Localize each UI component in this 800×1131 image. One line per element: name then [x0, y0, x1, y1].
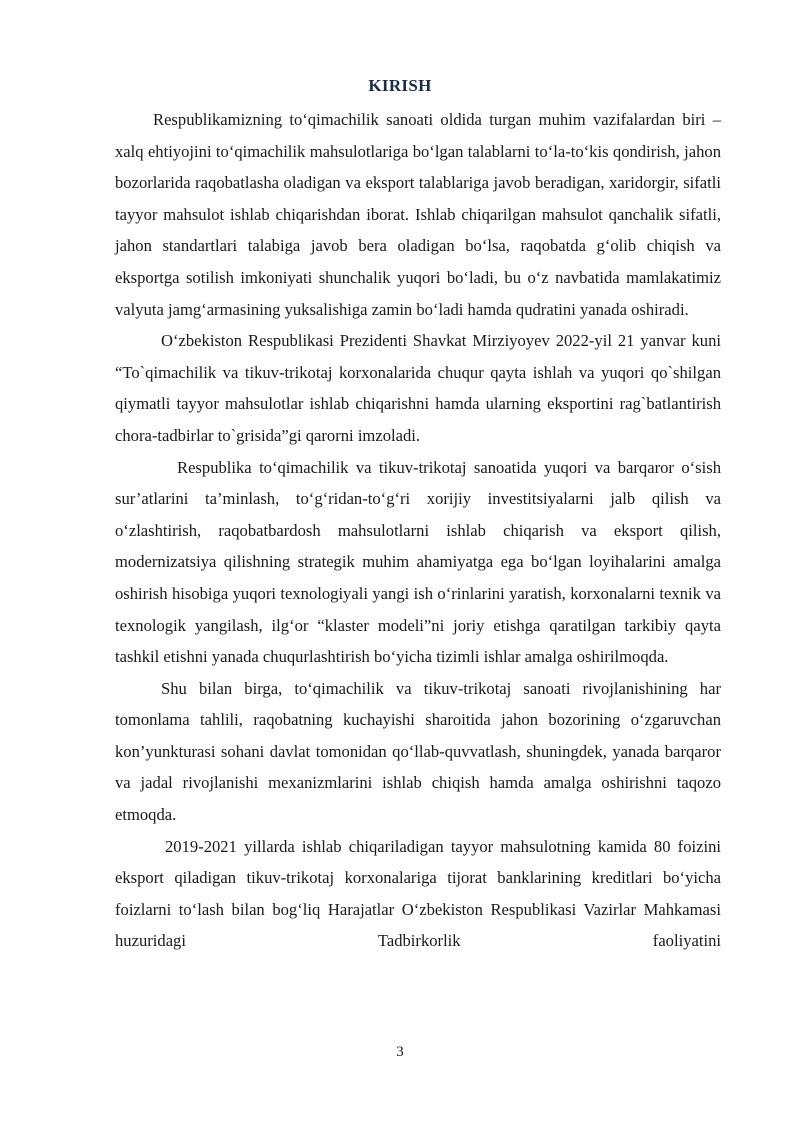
paragraph-3: Respublika to‘qimachilik va tikuv-trikotaj sanoatida yuqori va barqaror o‘sish sur’atlarini ta’minlash, to‘g‘ridan-to‘g‘ri xorijiy investitsiyalarni jalb qilish va o‘zlashtirish, raqobatbardosh mahsulotlarni ishlab chiqarish va eksport qilish, modernizatsiya qilishning strategik muhim ahamiyatga ega bo‘lgan loyihalarini amalga oshirish hisobiga yuqori texnologiyali yangi ish o‘rinlarini yaratish, korxonalarni texnik va texnologik yangilash, ilg‘or “klaster modeli”ni joriy etishga qaratilgan tarkibiy qayta tashkil etishni yanada chuqurlashtirish bo‘yicha tizimli ishlar amalga oshirilmoqda.: [115, 457, 721, 667]
page-number: 3: [396, 1044, 404, 1060]
paragraph-5: 2019-2021 yillarda ishlab chiqariladigan tayyor mahsulotning kamida 80 foizini eksport qiladigan tikuv-trikotaj korxonalariga tijorat banklarining kreditlari bo‘yicha foizlarni to‘lash bilan bog‘liq Harajatlar O‘zbekiston Respublikasi Vazirlar Mahkamasi huzuridagi Tadbirkorlik faoliyatini: [115, 836, 721, 951]
body-text: [115, 104, 721, 957]
paragraph-4: Shu bilan birga, to‘qimachilik va tikuv-trikotaj sanoati rivojlanishining har tomonlama tahlili, raqobatning kuchayishi sharoitida jahon bozorining o‘zgaruvchan kon’yunkturasi sohani davlat tomonidan qo‘llab-quvvatlash, shuningdek, yanada barqaror va jadal rivojlanishi mexanizmlarini ishlab chiqish hamda amalga oshirishni taqozo etmoqda.: [115, 678, 721, 825]
paragraph-2: O‘zbekiston Respublikasi Prezidenti Shavkat Mirziyoyev 2022-yil 21 yanvar kuni “To`qimachilik va tikuv-trikotaj korxonalarida chuqur qayta ishlah va yuqori qo`shilgan qiymatli tayyor mahsulotlar ishlab chiqarishni hamda ularning eksportini rag`batlantirish chora-tadbirlar to`grisida”gi qarorni imzoladi.: [115, 331, 721, 445]
section-title: KIRISH: [368, 76, 432, 95]
paragraph-1: Respublikamizning to‘qimachilik sanoati oldida turgan muhim vazifalardan biri – xalq ehtiyojini to‘qimachilik mahsulotlariga bo‘lgan talablarni to‘la-to‘kis qondirish, jahon bozorlarida raqobatlasha oladigan va eksport talablariga javob beradigan, xaridorgir, sifatli tayyor mahsulot ishlab chiqarishdan iborat. Ishlab chiqarilgan mahsulot qanchalik sifatli, jahon standartlari talabiga javob bera oladigan bo‘lsa, raqobatda g‘olib chiqish va eksportga sotilish imkoniyati shunchalik yuqori bo‘ladi, bu o‘z navbatida mamlakatimiz valyuta jamg‘armasining yuksalishiga zamin bo‘ladi hamda qudratini yanada oshiradi.: [115, 110, 721, 319]
